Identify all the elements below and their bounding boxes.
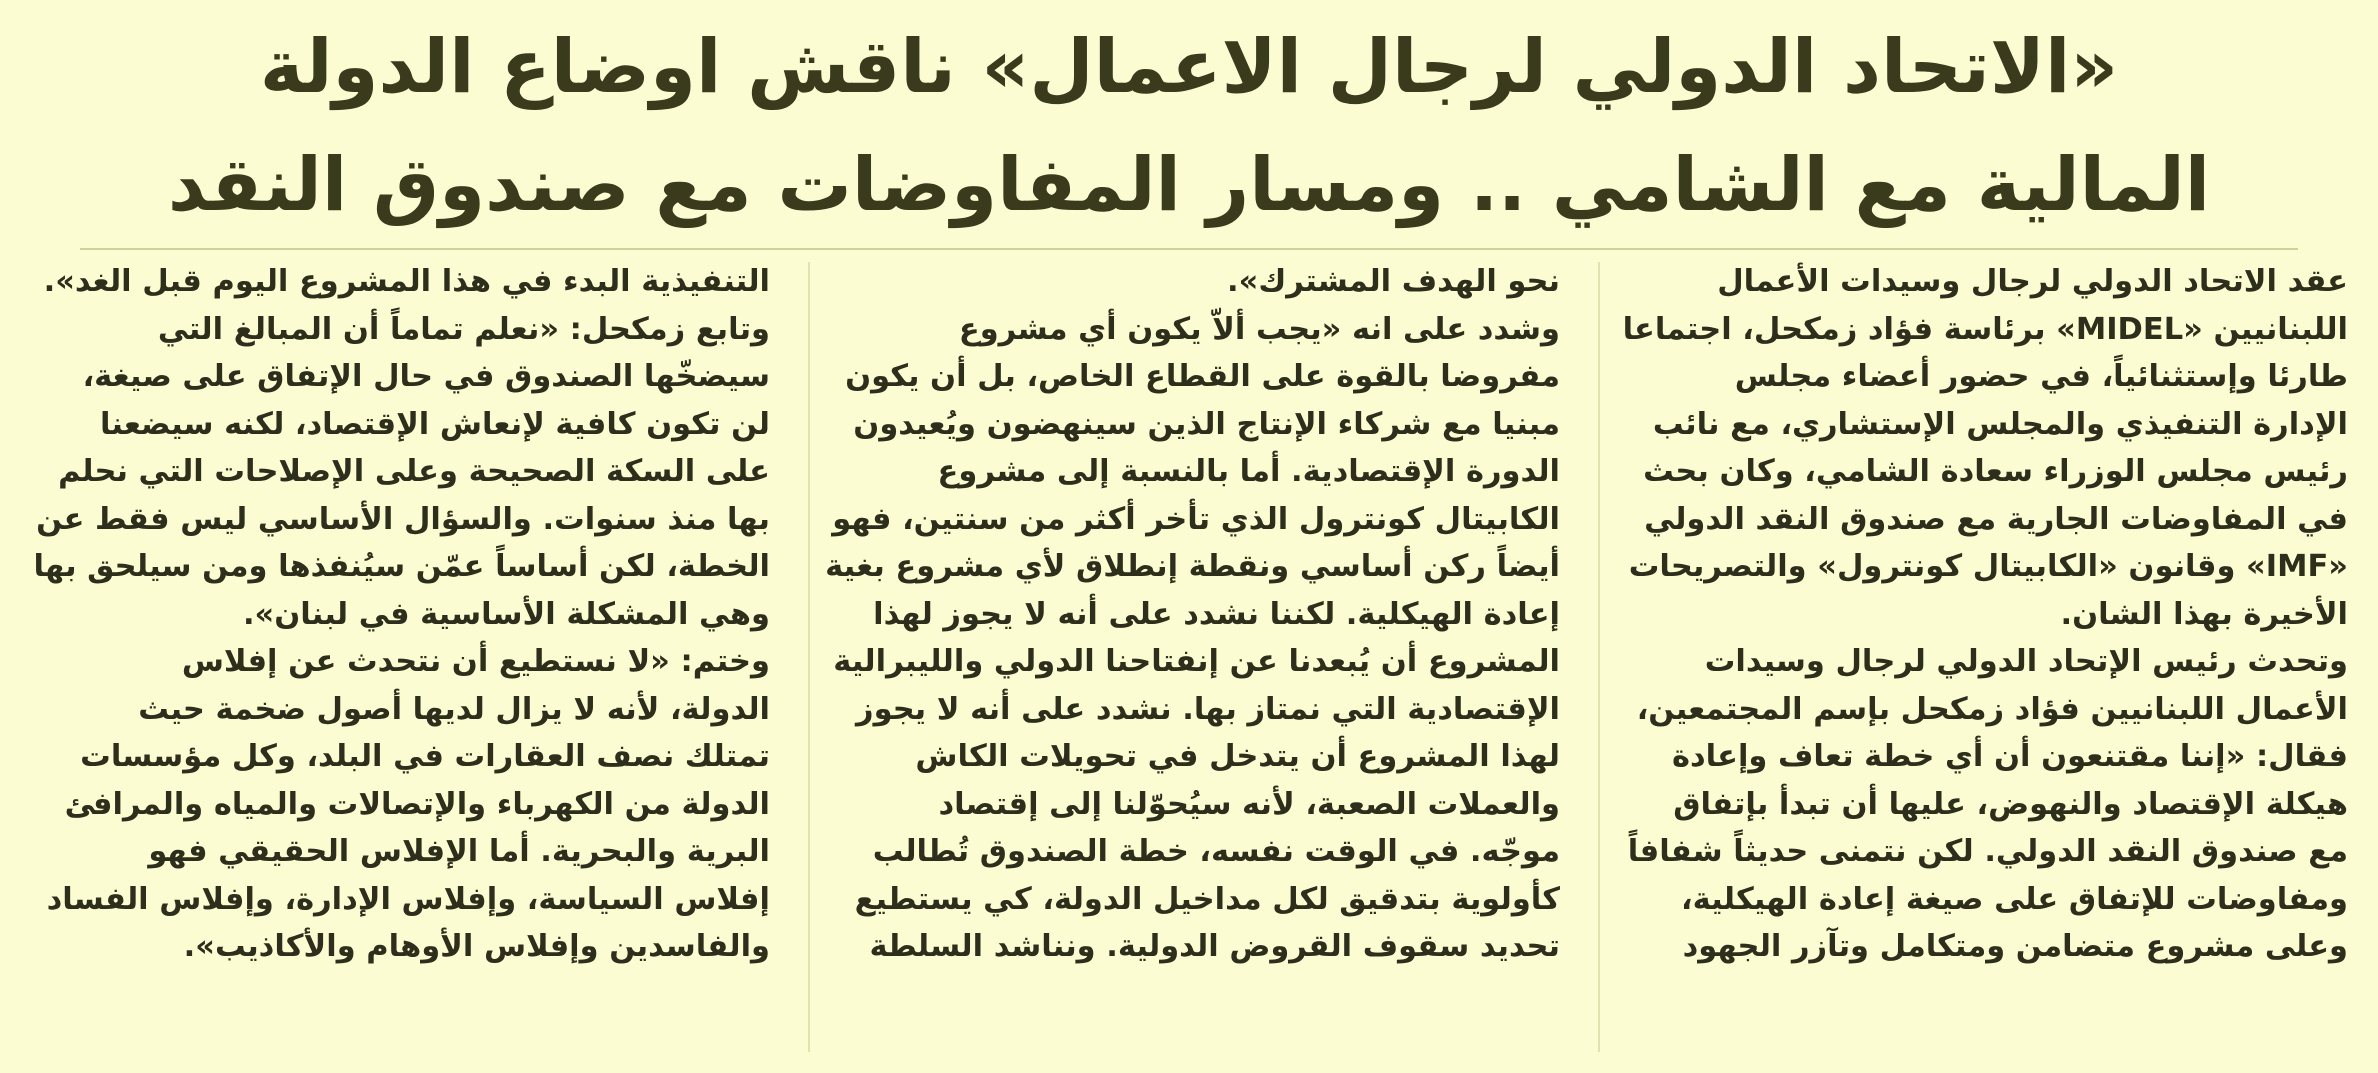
column-line: وعلى مشروع متضامن ومتكامل وتآزر الجهود [1682,929,2348,964]
column-line: وهي المشكلة الأساسية في لبنان». [242,596,770,632]
column-line: كأولوية بتدقيق لكل مداخيل الدولة، كي يستطيع [854,881,1560,917]
column-line: وختم: «لا نستطيع أن نتحدث عن إفلاس [181,644,770,679]
column-line: أيضاً ركن أساسي ونقطة إنطلاق لأي مشروع بغية [825,549,1560,584]
column-line: اللبنانيين «MIDEL» برئاسة فؤاد زمكحل، اجتماعا [1622,311,2348,347]
column-line: لن تكون كافية لإنعاش الإقتصاد، لكنه سيضعنا [99,406,770,442]
headline-line-1: «الاتحاد الدولي لرجال الاعمال» ناقش اوضاع الدولة [259,24,2119,110]
column-separator [1598,262,1600,1052]
column-line: بها منذ سنوات. والسؤال الأساسي ليس فقط عن [36,501,770,537]
column-line: لهذا المشروع أن يتدخل في تحويلات الكاش [915,739,1560,774]
column-line: على السكة الصحيحة وعلى الإصلاحات التي نحلم [58,454,770,489]
column-line: الدولة، لأنه لا يزال لديها أصول ضخمة حيث [138,691,770,727]
article-column-3 [33,258,770,971]
column-line: ومفاوضات للإتفاق على صيغة إعادة الهيكلية، [1681,881,2348,917]
column-line: مفروضا بالقوة على القطاع الخاص، بل أن يكون [845,359,1560,394]
article-column-2 [825,258,1560,971]
column-line: نحو الهدف المشترك». [1227,264,1560,299]
column-line: في المفاوضات الجارية مع صندوق النقد الدولي [1644,501,2348,537]
column-line: تمتلك نصف العقارات في البلد، وكل مؤسسات [80,739,770,774]
column-line: رئيس مجلس الوزراء سعادة الشامي، وكان بحث [1643,454,2348,489]
column-line: فقال: «إننا مقتنعون أن أي خطة تعاف وإعادة [1672,739,2348,774]
column-line: مبنيا مع شركاء الإنتاج الذين سينهضون ويُعيدون [853,406,1560,442]
column-line: موجّه. في الوقت نفسه، خطة الصندوق تُطالب [872,834,1560,869]
column-line: الخطة، لكن أساساً عمّن سيُنفذها ومن سيلحق بها [33,549,770,584]
column-separator [808,262,810,1052]
column-line: الإدارة التنفيذي والمجلس الإستشاري، مع نائب [1652,406,2348,442]
column-line: والفاسدين وإفلاس الأوهام والأكاذيب». [183,929,770,964]
column-line: إفلاس السياسة، وإفلاس الإدارة، وإفلاس الفساد [46,881,770,917]
column-line: الأعمال اللبنانيين فؤاد زمكحل بإسم المجتمعين، [1636,691,2348,727]
column-line: الدورة الإقتصادية. أما بالنسبة إلى مشروع [937,454,1560,489]
column-line: مع صندوق النقد الدولي. لكن نتمنى حديثاً شفافاً [1627,834,2348,869]
headline-divider [80,248,2298,250]
column-line: «IMF» وقانون «الكابيتال كونترول» والتصريحات [1628,549,2348,584]
column-line: إعادة الهيكلية. لكننا نشدد على أنه لا يجوز لهذا [873,596,1560,632]
column-line: الدولة من الكهرباء والإتصالات والمياه والمرافئ [64,786,770,822]
column-line: وشدد على انه «يجب ألاّ يكون أي مشروع [958,311,1560,347]
column-line: المشروع أن يُبعدنا عن إنفتاحنا الدولي والليبرالية [833,644,1560,679]
column-line: هيكلة الإقتصاد والنهوض، عليها أن تبدأ بإتفاق [1673,786,2348,822]
column-line: البرية والبحرية. أما الإفلاس الحقيقي فهو [148,834,770,869]
column-line: وتابع زمكحل: «نعلم تماماً أن المبالغ التي [157,311,770,347]
headline-line-2: المالية مع الشامي .. ومسار المفاوضات مع صندوق النقد [167,142,2211,228]
article-column-1 [1622,258,2348,971]
column-line: الأخيرة بهذا الشان. [2060,596,2348,632]
column-line: وتحدث رئيس الإتحاد الدولي لرجال وسيدات [1704,644,2348,679]
column-line: التنفيذية البدء في هذا المشروع اليوم قبل الغد». [43,264,770,299]
column-line: عقد الاتحاد الدولي لرجال وسيدات الأعمال [1717,264,2348,299]
column-line: سيضخّها الصندوق في حال الإتفاق على صيغة، [82,359,770,394]
column-line: الكابيتال كونترول الذي تأخر أكثر من سنتين، فهو [832,501,1560,537]
column-line: طارئا وإستثنائياً، في حضور أعضاء مجلس [1734,359,2348,394]
column-line: الإقتصادية التي نمتاز بها. نشدد على أنه لا يجوز [856,691,1560,727]
column-line: تحديد سقوف القروض الدولية. ونناشد السلطة [869,929,1560,964]
column-line: والعملات الصعبة، لأنه سيُحوّلنا إلى إقتصاد [938,786,1560,822]
headline [80,8,2298,244]
